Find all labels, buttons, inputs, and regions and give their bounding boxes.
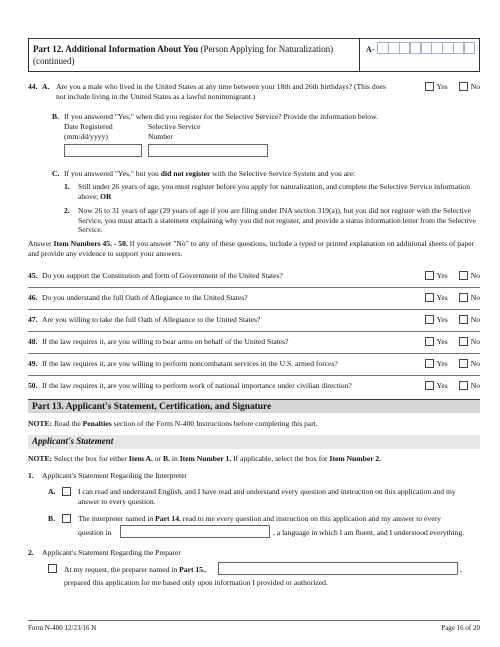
date-registered-input[interactable] <box>64 144 142 157</box>
question-number: 44. <box>28 82 38 91</box>
yes-no-choice: Yes No <box>425 82 480 92</box>
yes-no-choice: Yes No <box>425 381 480 391</box>
item-2-preparer: At my request, the preparer named in Part 15., , prepared this application for me based only upon information I provided or authorized. <box>28 562 480 592</box>
sub-number: 2. <box>64 206 70 215</box>
divider <box>28 353 480 354</box>
instruction-45-50: Answer Item Numbers 45. - 50. If you answer "No" to any of these questions, include a typed or printed explanation on additional sheets of paper and provide any evidence to support your answers. <box>28 239 475 258</box>
page-number: Page 16 of 20 <box>441 624 480 632</box>
question-47: 47. Are you willing to take the full Oath of Allegiance to the United States? Yes No <box>28 315 480 324</box>
question-49: 49. If the law requires it, are you willing to perform noncombatant services in the U.S. armed forces? Yes No <box>28 359 480 368</box>
yes-checkbox[interactable] <box>425 315 434 324</box>
item-2-checkbox[interactable] <box>48 564 57 573</box>
question-50: 50. If the law requires it, are you willing to perform work of national importance under civilian direction? Yes No <box>28 381 480 390</box>
a-number-prefix: A- <box>366 45 375 54</box>
question-text: If you answered "Yes," when did you register for the Selective Service? Provide the information below. <box>64 112 378 121</box>
question-46: 46. Do you understand the full Oath of Allegiance to the United States? Yes No <box>28 293 480 302</box>
yes-no-choice: Yes No <box>425 359 480 369</box>
no-checkbox[interactable] <box>459 359 468 368</box>
sub-item-text: Still under 26 years of age, you must register before you apply for naturalization, and complete the Selective Service information above; OR <box>78 182 471 201</box>
item-letter: C. <box>52 169 60 178</box>
yes-checkbox[interactable] <box>425 359 434 368</box>
item-1b: B. The interpreter named in Part 14. read to me every question and instruction on this application and my answer to every question in , a language in which I am fluent, and I understood everything. <box>48 514 465 537</box>
question-45: 45. Do you support the Constitution and form of Government of the United States? Yes No <box>28 271 480 280</box>
item-1a: A. I can read and understand English, and I have read and understand every question and instruction on this application and my answer to every question. <box>48 487 456 506</box>
date-registered-label: Date Registered (mm/dd/yyyy) <box>64 122 113 141</box>
question-text: Are you a male who lived in the United States at any time between your 18th and 26th birthdays? (This does not include living in the United States as a lawful nonimmigrant.) <box>56 82 386 101</box>
part12-title: Part 12. Additional Information About You (Person Applying for Naturalization) (continued) <box>33 44 334 67</box>
question-text: If you answered "Yes," but you did not register with the Selective Service System and you are: <box>64 169 356 178</box>
item-letter: A. <box>42 82 50 91</box>
yes-checkbox[interactable] <box>425 271 434 280</box>
part13-title: Part 13. Applicant's Statement, Certification, and Signature <box>32 402 272 412</box>
no-checkbox[interactable] <box>459 82 468 91</box>
part13-header <box>28 399 480 413</box>
page-footer <box>28 620 480 632</box>
no-checkbox[interactable] <box>459 293 468 302</box>
form-id: Form N-400 12/23/16 N <box>28 624 97 632</box>
yes-checkbox[interactable] <box>425 337 434 346</box>
yes-no-choice: Yes No <box>425 337 480 347</box>
a-number-box <box>359 39 481 71</box>
interpreter-language-input[interactable] <box>120 525 270 538</box>
item-letter: B. <box>52 112 59 121</box>
divider <box>28 331 480 332</box>
applicants-statement-subhead: Applicant's Statement <box>28 435 480 449</box>
item-1b-checkbox[interactable] <box>62 514 71 523</box>
question-44b <box>28 112 480 164</box>
divider <box>28 375 480 376</box>
yes-checkbox[interactable] <box>425 381 434 390</box>
sub-item-text: Now 26 to 31 years of age (29 years of age if you are filing under INA section 319(a)), but you did not register with the Selective Service, you must attach a statement explaining why you did not register, and provide a status information letter from the Selective Service. <box>78 206 476 235</box>
item-1: 1. Applicant's Statement Regarding the Interpreter <box>28 471 188 480</box>
no-checkbox[interactable] <box>459 271 468 280</box>
no-checkbox[interactable] <box>459 315 468 324</box>
yes-no-choice: Yes No <box>425 293 480 303</box>
yes-no-choice: Yes No <box>425 271 480 281</box>
selective-service-number-input[interactable] <box>148 144 268 157</box>
a-number-input[interactable] <box>378 42 475 54</box>
part12-header <box>28 38 480 72</box>
yes-checkbox[interactable] <box>425 293 434 302</box>
preparer-name-input[interactable] <box>218 562 458 575</box>
part13-note: NOTE: Read the Penalties section of the Form N-400 Instructions before completing this part. <box>28 419 318 428</box>
question-44a <box>28 82 480 106</box>
question-48: 48. If the law requires it, are you willing to bear arms on behalf of the United States? Yes No <box>28 337 480 346</box>
sub-number: 1. <box>64 182 70 191</box>
divider <box>28 309 480 310</box>
item-2: 2. Applicant's Statement Regarding the Preparer <box>28 548 181 557</box>
yes-no-choice: Yes No <box>425 315 480 325</box>
divider <box>28 287 480 288</box>
selective-service-number-label: Selective Service Number <box>148 122 201 141</box>
no-checkbox[interactable] <box>459 381 468 390</box>
no-checkbox[interactable] <box>459 337 468 346</box>
yes-checkbox[interactable] <box>425 82 434 91</box>
applicant-note: NOTE: Select the box for either Item A. or B. in Item Number 1. If applicable, select the box for Item Number 2. <box>28 454 382 463</box>
item-1a-checkbox[interactable] <box>62 487 71 496</box>
